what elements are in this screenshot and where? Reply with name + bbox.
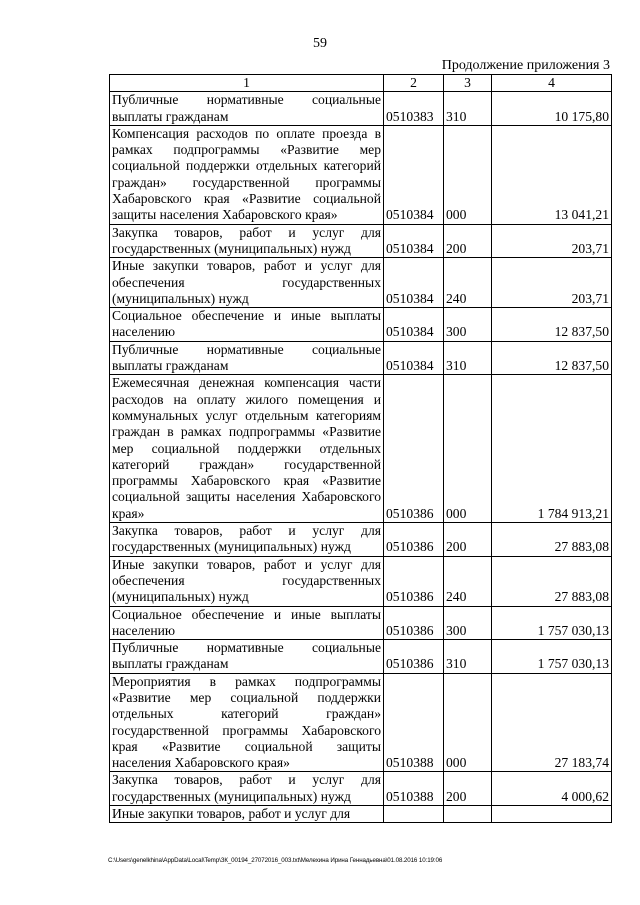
- column-header-row: [110, 75, 612, 92]
- row-description: Публичные нормативные социальные выплаты гражданам: [110, 341, 384, 375]
- row-amount: 1 784 913,21: [492, 375, 612, 523]
- row-code: 0510384: [384, 341, 444, 375]
- column-header: 1: [110, 75, 384, 92]
- row-expense-type: 000: [444, 375, 492, 523]
- row-description: Закупка товаров, работ и услуг для государственных (муниципальных) нужд: [110, 523, 384, 557]
- row-amount: 203,71: [492, 258, 612, 308]
- table-row: [110, 673, 612, 772]
- row-amount: 1 757 030,13: [492, 640, 612, 674]
- row-expense-type: 300: [444, 308, 492, 342]
- row-code: 0510383: [384, 92, 444, 126]
- table-row: [110, 606, 612, 640]
- table-row: [110, 806, 612, 823]
- row-expense-type: 310: [444, 341, 492, 375]
- column-header: 4: [492, 75, 612, 92]
- row-code: 0510386: [384, 606, 444, 640]
- table-row: [110, 308, 612, 342]
- row-expense-type: 310: [444, 92, 492, 126]
- row-description: Иные закупки товаров, работ и услуг для: [110, 806, 384, 823]
- row-code: 0510388: [384, 772, 444, 806]
- table-row: [110, 772, 612, 806]
- row-amount: 12 837,50: [492, 308, 612, 342]
- budget-table: [109, 74, 612, 823]
- table-row: [110, 258, 612, 308]
- row-code: 0510384: [384, 308, 444, 342]
- row-description: Компенсация расходов по оплате проезда в рамках подпрограммы «Развитие мер социальной поддержки отдельных категорий граждан» государственной программы Хабаровского края «Развитие социальной защиты населения Хабаровского края»: [110, 125, 384, 224]
- row-code: 0510384: [384, 224, 444, 258]
- row-code: 0510386: [384, 640, 444, 674]
- row-amount: 1 757 030,13: [492, 606, 612, 640]
- row-amount: 203,71: [492, 224, 612, 258]
- row-code: 0510386: [384, 556, 444, 606]
- table-row: [110, 92, 612, 126]
- row-amount: [492, 806, 612, 823]
- row-expense-type: 000: [444, 673, 492, 772]
- table-row: [110, 640, 612, 674]
- row-description: Публичные нормативные социальные выплаты гражданам: [110, 92, 384, 126]
- row-code: 0510384: [384, 258, 444, 308]
- row-code: 0510386: [384, 523, 444, 557]
- row-amount: 10 175,80: [492, 92, 612, 126]
- continuation-note: Продолжение приложения 3: [441, 58, 610, 73]
- row-expense-type: 200: [444, 224, 492, 258]
- row-expense-type: 000: [444, 125, 492, 224]
- row-amount: 12 837,50: [492, 341, 612, 375]
- row-expense-type: 200: [444, 523, 492, 557]
- row-code: 0510388: [384, 673, 444, 772]
- row-expense-type: 200: [444, 772, 492, 806]
- table-row: [110, 224, 612, 258]
- row-description: Закупка товаров, работ и услуг для государственных (муниципальных) нужд: [110, 224, 384, 258]
- table-row: [110, 556, 612, 606]
- row-expense-type: 240: [444, 258, 492, 308]
- column-header: 3: [444, 75, 492, 92]
- row-expense-type: 310: [444, 640, 492, 674]
- row-description: Ежемесячная денежная компенсация части расходов на оплату жилого помещения и коммунальных услуг отдельным категориям граждан в рамках подпрограммы «Развитие мер социальной поддержки отдельных категорий граждан» государственной программы Хабаровского края «Развитие социальной защиты населения Хабаровского края»: [110, 375, 384, 523]
- page-number: 59: [313, 36, 327, 51]
- row-code: 0510386: [384, 375, 444, 523]
- table-row: [110, 523, 612, 557]
- table-row: [110, 125, 612, 224]
- table-row: [110, 341, 612, 375]
- row-description: Социальное обеспечение и иные выплаты населению: [110, 606, 384, 640]
- file-path-footer: C:\Users\genelkhina\AppData\Local\Temp\ЗК_00194_27072016_003.txt\Мелехина Ирина Геннадьевна\01.08.2016 10:19:06: [108, 857, 443, 864]
- row-expense-type: 300: [444, 606, 492, 640]
- row-description: Социальное обеспечение и иные выплаты населению: [110, 308, 384, 342]
- row-description: Мероприятия в рамках подпрограммы «Развитие мер социальной поддержки отдельных категорий граждан» государственной программы Хабаровского края «Развитие социальной защиты населения Хабаровского края»: [110, 673, 384, 772]
- row-amount: 27 883,08: [492, 523, 612, 557]
- row-amount: 27 183,74: [492, 673, 612, 772]
- row-description: Публичные нормативные социальные выплаты гражданам: [110, 640, 384, 674]
- row-description: Иные закупки товаров, работ и услуг для обеспечения государственных (муниципальных) нужд: [110, 556, 384, 606]
- row-description: Иные закупки товаров, работ и услуг для обеспечения государственных (муниципальных) нужд: [110, 258, 384, 308]
- column-header: 2: [384, 75, 444, 92]
- row-expense-type: [444, 806, 492, 823]
- table-row: [110, 375, 612, 523]
- row-expense-type: 240: [444, 556, 492, 606]
- row-amount: 4 000,62: [492, 772, 612, 806]
- row-amount: 27 883,08: [492, 556, 612, 606]
- row-code: 0510384: [384, 125, 444, 224]
- row-amount: 13 041,21: [492, 125, 612, 224]
- row-description: Закупка товаров, работ и услуг для государственных (муниципальных) нужд: [110, 772, 384, 806]
- row-code: [384, 806, 444, 823]
